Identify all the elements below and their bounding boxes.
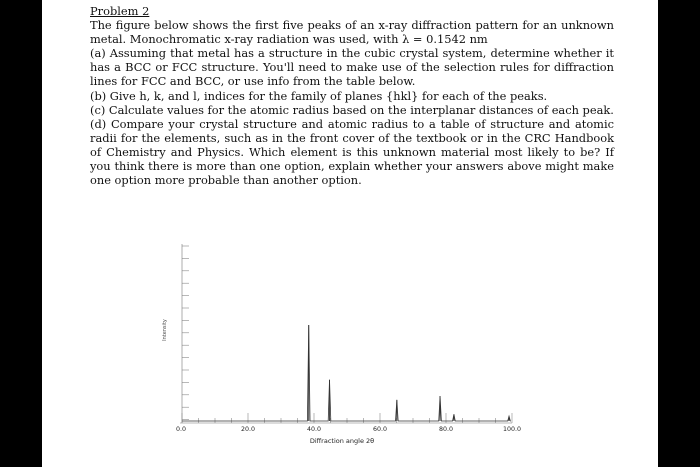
- problem-part-b: (b) Give h, k, and l, indices for the family of planes {hkl} for each of the peaks.: [90, 88, 548, 103]
- y-axis-ticks: [182, 246, 189, 420]
- peak-marks: [309, 325, 509, 421]
- problem-part-a: (a) Assuming that metal has a structure in the cubic crystal system, determine whether it has a BCC or FCC structure. You'll need to make use of the selection rules for diffraction lines for FCC and BCC, or use info from the table below.: [90, 46, 614, 89]
- x-tick-labels: [176, 426, 521, 433]
- x-axis-ticks: [182, 413, 512, 423]
- problem-part-d: (d) Compare your crystal structure and atomic radius to a table of structure and atomic radii for the elements, such as in the front cover of the textbook or in the CRC Handbook of Chemistry and Physics. Which element is this unknown material most likely to be? If you think there is more than one option, explain whether your answers above might make one option more probable than another option.: [90, 116, 614, 188]
- x-tick-label: 20.0: [240, 426, 256, 433]
- xrd-chart: [42, 0, 658, 467]
- x-tick-label: 60.0: [372, 426, 388, 433]
- problem-part-c: (c) Calculate values for the atomic radius based on the interplanar distances of each peak.: [90, 102, 614, 117]
- y-axis-label: Intensity: [162, 319, 168, 341]
- document-page: [42, 0, 658, 467]
- problem-intro: The figure below shows the first five peaks of an x-ray diffraction pattern for an unknown metal. Monochromatic x-ray radiation was used, with λ = 0.1542 nm: [90, 18, 614, 47]
- x-tick-label: 40.0: [306, 426, 322, 433]
- diffraction-pattern-line: [182, 325, 510, 421]
- x-tick-label: 0.0: [176, 426, 187, 433]
- x-tick-label: 80.0: [438, 426, 454, 433]
- x-axis-label: Diffraction angle 2θ: [309, 437, 375, 445]
- x-tick-label: 100.0: [502, 426, 522, 433]
- problem-title: Problem 2: [90, 4, 150, 18]
